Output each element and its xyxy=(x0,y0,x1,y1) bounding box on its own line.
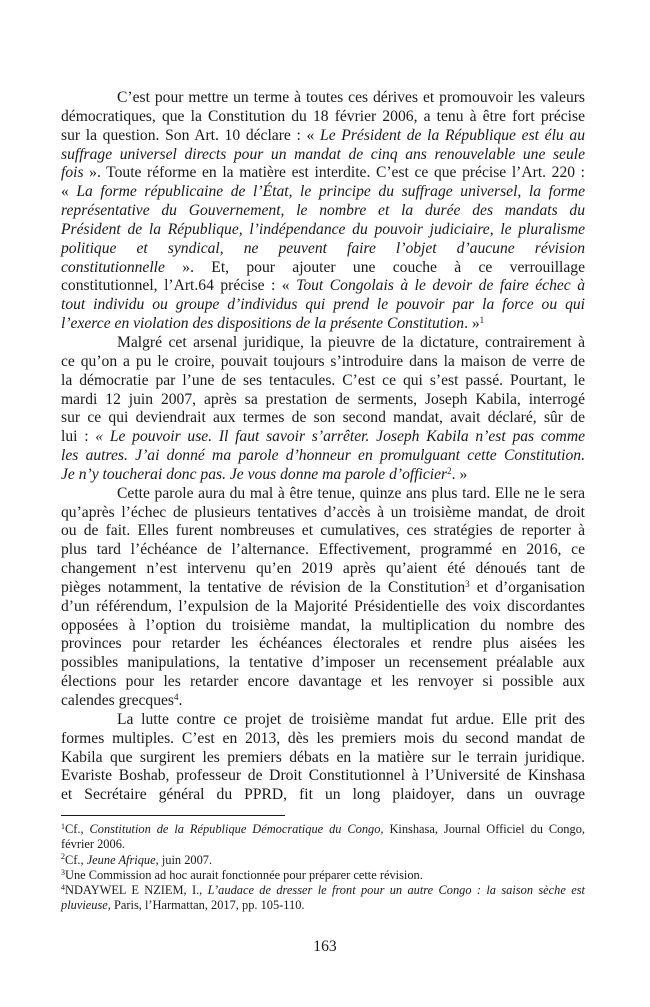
quote-kabila: « Le pouvoir use. Il faut savoir s’arrêter. Joseph Kabila n’est pas comme xyxy=(95,428,586,446)
text-line: qu’après l’échec de plusieurs tentatives d’accès à un troisième mandat, de droit xyxy=(61,503,585,521)
quote-kabila: Je n’y toucherai donc pas. Je vous donne ma parole d’officier xyxy=(61,465,448,483)
footnote-ref-4[interactable]: 4 xyxy=(174,691,179,702)
text-line: Kabila que surgirent les premiers débats en la matière sur le terrain juridique. xyxy=(61,748,585,766)
footnote-title: Jeune Afrique xyxy=(86,852,156,867)
footnote-line: février 2006. xyxy=(61,837,125,852)
text-line: ou de fait. Elles furent nombreuses et cumulatives, ces stratégies de reporter à xyxy=(61,522,585,540)
footnote-line: $^4$NDAYWEL E NZIEM, I., L’audace de dresser le front pour un autre Congo : la saison sèche est xyxy=(61,883,585,898)
quote-art64: Tout Congolais à le devoir de faire échec à xyxy=(296,277,585,295)
footnote-ref-3[interactable]: 3 xyxy=(465,578,470,589)
footnote-marker: 3 xyxy=(61,867,65,877)
quote-art64: l’exerce en violation des dispositions de la présente Constitution xyxy=(61,315,465,333)
paragraph-4 xyxy=(61,711,585,805)
paragraph-3 xyxy=(61,485,585,711)
quote-kabila: les autres. J’ai donné ma parole d’honneur en promulguant cette Constitution. xyxy=(61,447,585,465)
text-line xyxy=(61,202,585,221)
footnote-line: pluvieuse, Paris, l’Harmattan, 2017, pp. 105-110. xyxy=(61,898,305,913)
text-line xyxy=(61,146,585,165)
paragraph-1 xyxy=(61,89,585,334)
footnote-1 xyxy=(61,822,585,853)
text-line: lui : « Le pouvoir use. Il faut savoir s’arrêter. Joseph Kabila n’est pas comme xyxy=(61,428,586,446)
text-line: Evariste Boshab, professeur de Droit Constitutionnel à l’Université de Kinshasa xyxy=(61,767,585,785)
text-line: l’exerce en violation des dispositions de la présente Constitution. »$^1$ xyxy=(61,314,485,333)
text-line: Cette parole aura du mal à être tenue, quinze ans plus tard. Elle ne le sera xyxy=(117,484,585,502)
page-body xyxy=(61,89,585,805)
footnote-4 xyxy=(61,883,585,914)
text-line xyxy=(61,221,585,240)
footnote-3 xyxy=(61,868,585,883)
text-line: provinces pour retarder les échéances électorales et rendre plus aisées les xyxy=(61,635,585,653)
text-line: ce qu’on a pu le croire, pouvait toujours s’introduire dans la maison de verre de xyxy=(61,352,585,370)
text-line: la démocratie par l’une de ses tentacules. C’est ce qui s’est passé. Pourtant, le xyxy=(61,371,585,389)
text-line xyxy=(61,447,585,466)
quote-art220: politique et syndical, ne peuvent faire l’objet d’aucune révision xyxy=(61,239,585,257)
text-line: fois ». Toute réforme en la matière est interdite. C’est ce que précise l’Art. 220 : xyxy=(61,164,585,182)
text-line: sur la question. Son Art. 10 déclare : « Le Président de la République est élu au xyxy=(61,126,585,144)
quote-art10: Le Président de la République est élu au xyxy=(320,126,585,144)
quote-art64: tout individu ou groupe d’individus qui prend le pouvoir par la force ou qui xyxy=(61,296,585,314)
footnote-ref-2[interactable]: 2 xyxy=(447,465,452,476)
paragraph-2 xyxy=(61,334,585,485)
text-line: Malgré cet arsenal juridique, la pieuvre de la dictature, contrairement à xyxy=(117,333,585,351)
footnote-line: $^2$Cf., Jeune Afrique, juin 2007. xyxy=(61,852,213,867)
text-line: changement n’est intervenu qu’en 2019 après qu’aient été dénoués tant de xyxy=(61,560,585,578)
text-line: formes multiples. C’est en 2013, dès les premiers mois du second mandat de xyxy=(61,729,585,747)
text-line: élections pour les retarder encore davantage et les renvoyer si possible aux xyxy=(61,673,585,691)
footnote-title: L’audace de dresser le front pour un autre Congo : la saison sèche est xyxy=(207,883,585,898)
footnote-line: $^3$Une Commission ad hoc aurait fonctionnée pour préparer cette révision. xyxy=(61,867,423,882)
text-line: pièges notamment, la tentative de révision de la Constitution$^3$ et d’organisation xyxy=(61,578,585,596)
quote-art220: représentative du Gouvernement, le nombre et la durée des mandats du xyxy=(61,202,585,220)
footnote-marker: 2 xyxy=(61,852,65,862)
footnote-title: pluvieuse xyxy=(61,898,108,913)
page-number: 163 xyxy=(313,938,337,955)
footnote-marker: 4 xyxy=(61,883,65,893)
text-line: C’est pour mettre un terme à toutes ces dérives et promouvoir les valeurs xyxy=(117,89,585,106)
body-text xyxy=(61,89,585,805)
text-line: calendes grecques$^4$. xyxy=(61,691,183,709)
quote-art220: constitutionnelle xyxy=(61,258,165,276)
footnote-title: Constitution de la République Démocratique du Congo, xyxy=(89,822,384,836)
footnotes xyxy=(61,822,585,914)
quote-art10: suffrage universel directs pour un mandat de cinq ans renouvelable une seule xyxy=(61,145,585,163)
text-line: constitutionnel, l’Art.64 précise : « Tout Congolais à le devoir de faire échec à xyxy=(61,277,585,295)
text-line: La lutte contre ce projet de troisième mandat fut ardue. Elle prit des xyxy=(117,710,585,728)
text-line: « La forme républicaine de l’État, le principe du suffrage universel, la forme xyxy=(61,183,585,201)
quote-art220: La forme républicaine de l’État, le principe du suffrage universel, la forme xyxy=(76,183,585,201)
text-line xyxy=(61,296,585,315)
text-line: plus tard l’échéance de l’alternance. Effectivement, programmé en 2016, ce xyxy=(61,541,585,559)
text-line: mardi 12 juin 2007, après sa prestation de serments, Joseph Kabila, interrogé xyxy=(61,390,585,408)
text-line: démocratiques, que la Constitution du 18 février 2006, a tenu à être fort précise xyxy=(61,107,585,125)
text-line: Je n’y toucherai donc pas. Je vous donne ma parole d’officier$^2$. » xyxy=(61,465,468,483)
footnote-separator xyxy=(61,815,285,816)
footnote-marker: 1 xyxy=(61,821,65,831)
footnote-line: $^1$Cf., Constitution de la République Démocratique du Congo, Kinshasa, Journal Officiel du Congo, xyxy=(61,821,585,836)
text-line: opposées à l’option du troisième mandat, la multiplication du nombre des xyxy=(61,616,585,634)
quote-art220: Président de la République, l’indépendance du pouvoir judiciaire, le pluralisme xyxy=(61,220,585,238)
text-line: et Secrétaire général du PPRD, fit un long plaidoyer, dans un ouvrage xyxy=(61,786,585,804)
text-line: sur ce qui deviendrait aux termes de son second mandat, avait déclaré, sûr de xyxy=(61,409,585,427)
footnote-ref-1[interactable]: 1 xyxy=(479,314,485,325)
footnote-2 xyxy=(61,853,585,868)
quote-art10: fois xyxy=(61,164,84,182)
text-line xyxy=(61,240,585,259)
text-line: d’un référendum, l’expulsion de la Majorité Présidentielle des voix discordantes xyxy=(61,597,585,615)
text-line: constitutionnelle ». Et, pour ajouter une couche à ce verrouillage xyxy=(61,258,585,276)
text-line: possibles manipulations, la tentative d’imposer un recensement préalable aux xyxy=(61,654,585,672)
